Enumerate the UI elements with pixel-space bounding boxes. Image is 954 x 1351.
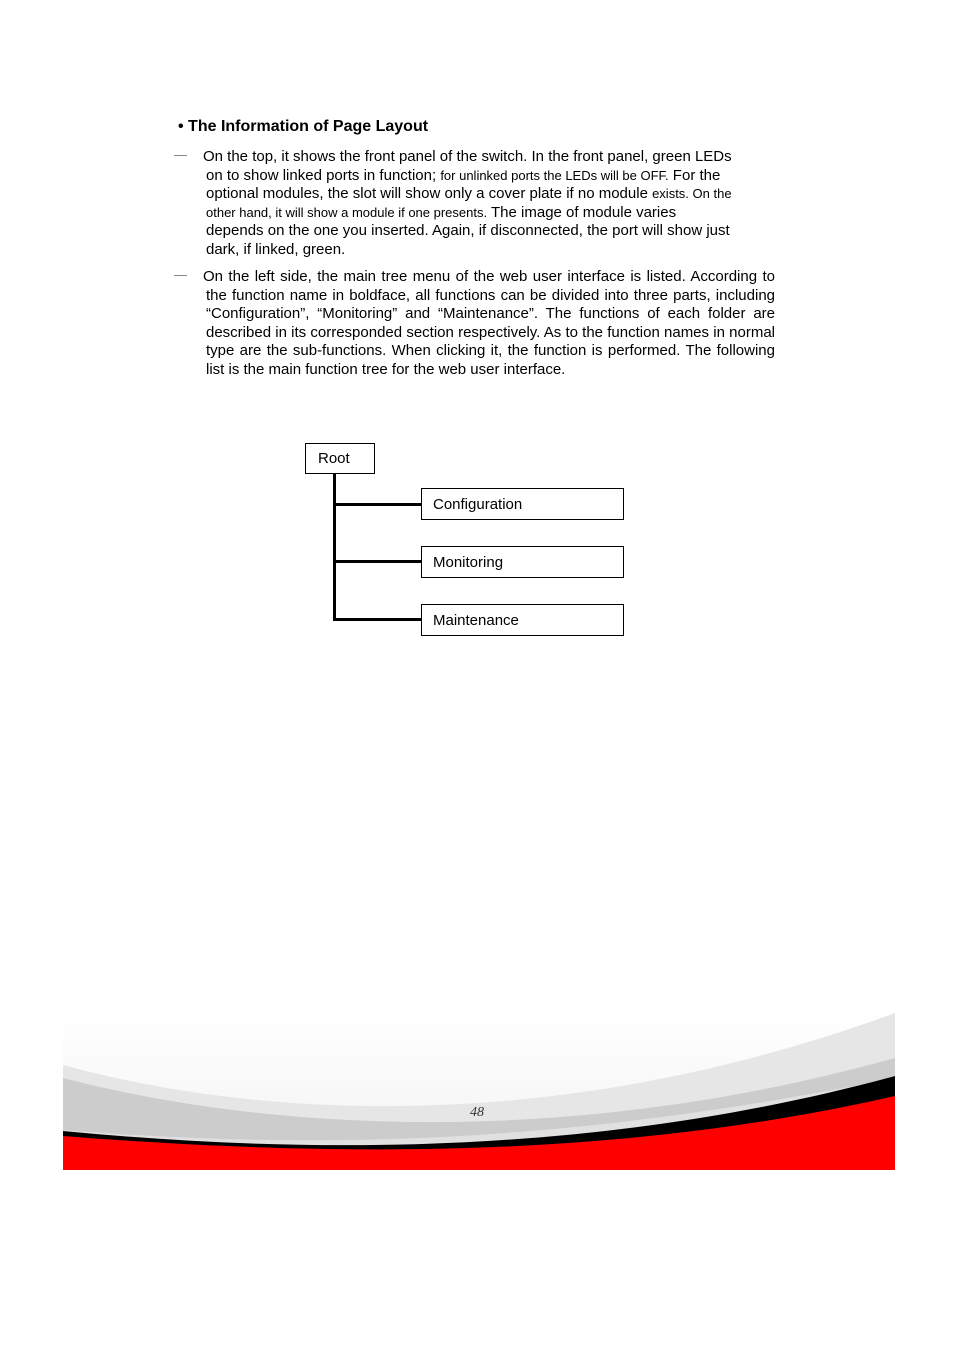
tree-node-label: Configuration (433, 495, 523, 513)
tree-node-label: Root (318, 450, 350, 467)
paragraph-line: depends on the one you inserted. Again, if disconnected, the port will show just (206, 222, 730, 240)
tree-connector-horizontal (333, 618, 422, 621)
tree-connector-horizontal (333, 503, 422, 506)
section-heading: • The Information of Page Layout (178, 118, 429, 135)
tree-connector-horizontal (333, 560, 422, 563)
paragraph-line: On the top, it shows the front panel of the switch. In the front panel, green LEDs (203, 148, 732, 165)
tree-node-maintenance (421, 604, 624, 636)
paragraph-front-panel (174, 147, 776, 260)
paragraph-tree-menu (174, 267, 775, 380)
paragraph-text: On the left side, the main tree menu of the web user interface is listed. According to the function name in boldface, all functions can be divided into three parts, including “Configuration”, “Monitoring” and “Maintenance”. The functions of each folder are described in its corresponded section respectively. As to the function names in normal type are the sub-functions. When clicking it, the function is performed. The following list is the main function tree for the web user interface. (203, 268, 775, 378)
paragraph-small-text: exists. On the (652, 186, 732, 202)
tree-node-configuration (421, 488, 624, 520)
dash-marker: — (174, 147, 187, 162)
tree-connector-vertical (333, 474, 336, 621)
tree-node-label: Monitoring (433, 553, 504, 571)
paragraph-line: optional modules, the slot will show only a cover plate if no module (206, 185, 653, 203)
paragraph-small-text: other hand, it will show a module if one presents. (206, 204, 488, 220)
tree-node-monitoring (421, 546, 624, 578)
paragraph-line: on to show linked ports in function; (206, 166, 441, 184)
dash-marker: — (174, 267, 187, 282)
paragraph-line: The image of module varies (487, 203, 677, 221)
page-number: 48 (470, 1105, 484, 1120)
tree-node-root (305, 443, 375, 474)
paragraph-small-text: for unlinked ports the LEDs will be OFF. (440, 167, 669, 183)
tree-node-label: Maintenance (433, 611, 519, 629)
paragraph-line: dark, if linked, green. (206, 240, 346, 258)
footer-swoosh-decoration (63, 1010, 895, 1170)
paragraph-line: For the (668, 166, 721, 184)
